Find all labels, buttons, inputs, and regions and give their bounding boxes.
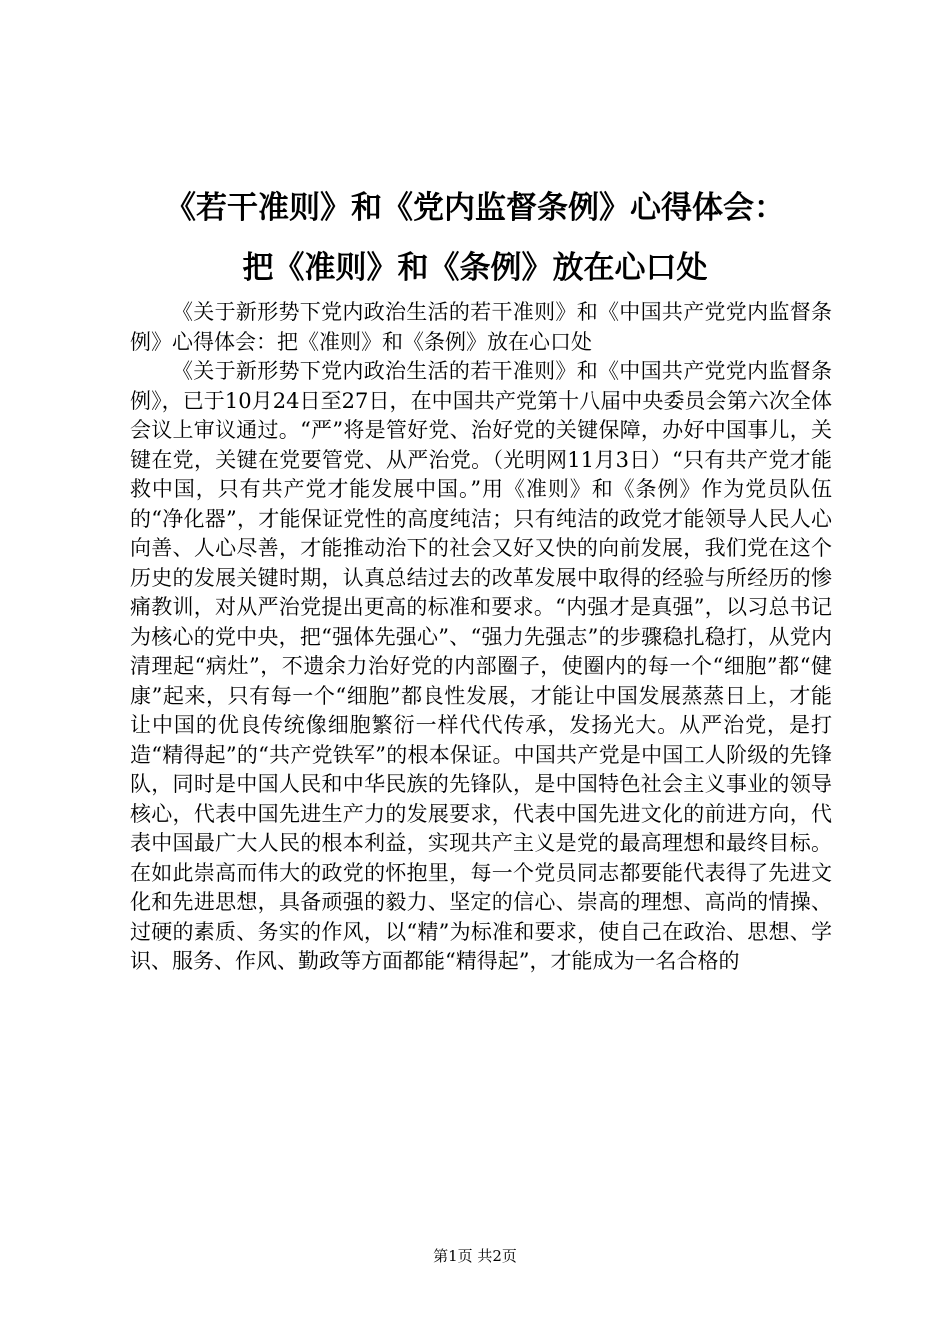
document-body [130, 298, 832, 977]
page-number-footer: 第1页 共2页 [433, 1247, 517, 1265]
document-title-line-1: 《若干准则》和《党内监督条例》心得体会： [165, 190, 785, 226]
body-paragraph-1: 《关于新形势下党内政治生活的若干准则》和《中国共产党党内监督条例》心得体会：把《准则》和《条例》放在心口处 [130, 300, 832, 354]
body-paragraph-2: 《关于新形势下党内政治生活的若干准则》和《中国共产党党内监督条例》，已于10月24日至27日，在中国共产党第十八届中央委员会第六次全体会议上审议通过。“严”将是管好党、治好党的关键保障，办好中国事儿，关键在党，关键在党要管党、从严治党。（光明网11月3日）“只有共产党才能救中国，只有共产党才能发展中国。”用《准则》和《条例》作为党员队伍的“净化器”，才能保证党性的高度纯洁；只有纯洁的政党才能领导人民人心向善、人心尽善，才能推动治下的社会又好又快的向前发展，我们党在这个历史的发展关键时期，认真总结过去的改革发展中取得的经验与所经历的惨痛教训，对从严治党提出更高的标准和要求。“内强才是真强”，以习总书记为核心的党中央，把“强体先强心”、“强力先强志”的步骤稳扎稳打，从党内清理起“病灶”，不遗余力治好党的内部圈子，使圈内的每一个“细胞”都“健康”起来，只有每一个“细胞”都良性发展，才能让中国发展蒸蒸日上，才能让中国的优良传统像细胞繁衍一样代代传承，发扬光大。从严治党，是打造“精得起”的“共产党铁军”的根本保证。中国共产党是中国工人阶级的先锋队，同时是中国人民和中华民族的先锋队，是中国特色社会主义事业的领导核心，代表中国先进生产力的发展要求，代表中国先进文化的前进方向，代表中国最广大人民的根本利益，实现共产主义是党的最高理想和最终目标。在如此崇高而伟大的政党的怀抱里，每一个党员同志都要能代表得了先进文化和先进思想，具备顽强的毅力、坚定的信心、崇高的理想、高尚的情操、过硬的素质、务实的作风，以“精”为标准和要求，使自己在政治、思想、学识、服务、作风、勤政等方面都能“精得起”，才能成为一名合格的 [130, 359, 832, 973]
document-title-line-2: 把《准则》和《条例》放在心口处 [242, 250, 708, 286]
